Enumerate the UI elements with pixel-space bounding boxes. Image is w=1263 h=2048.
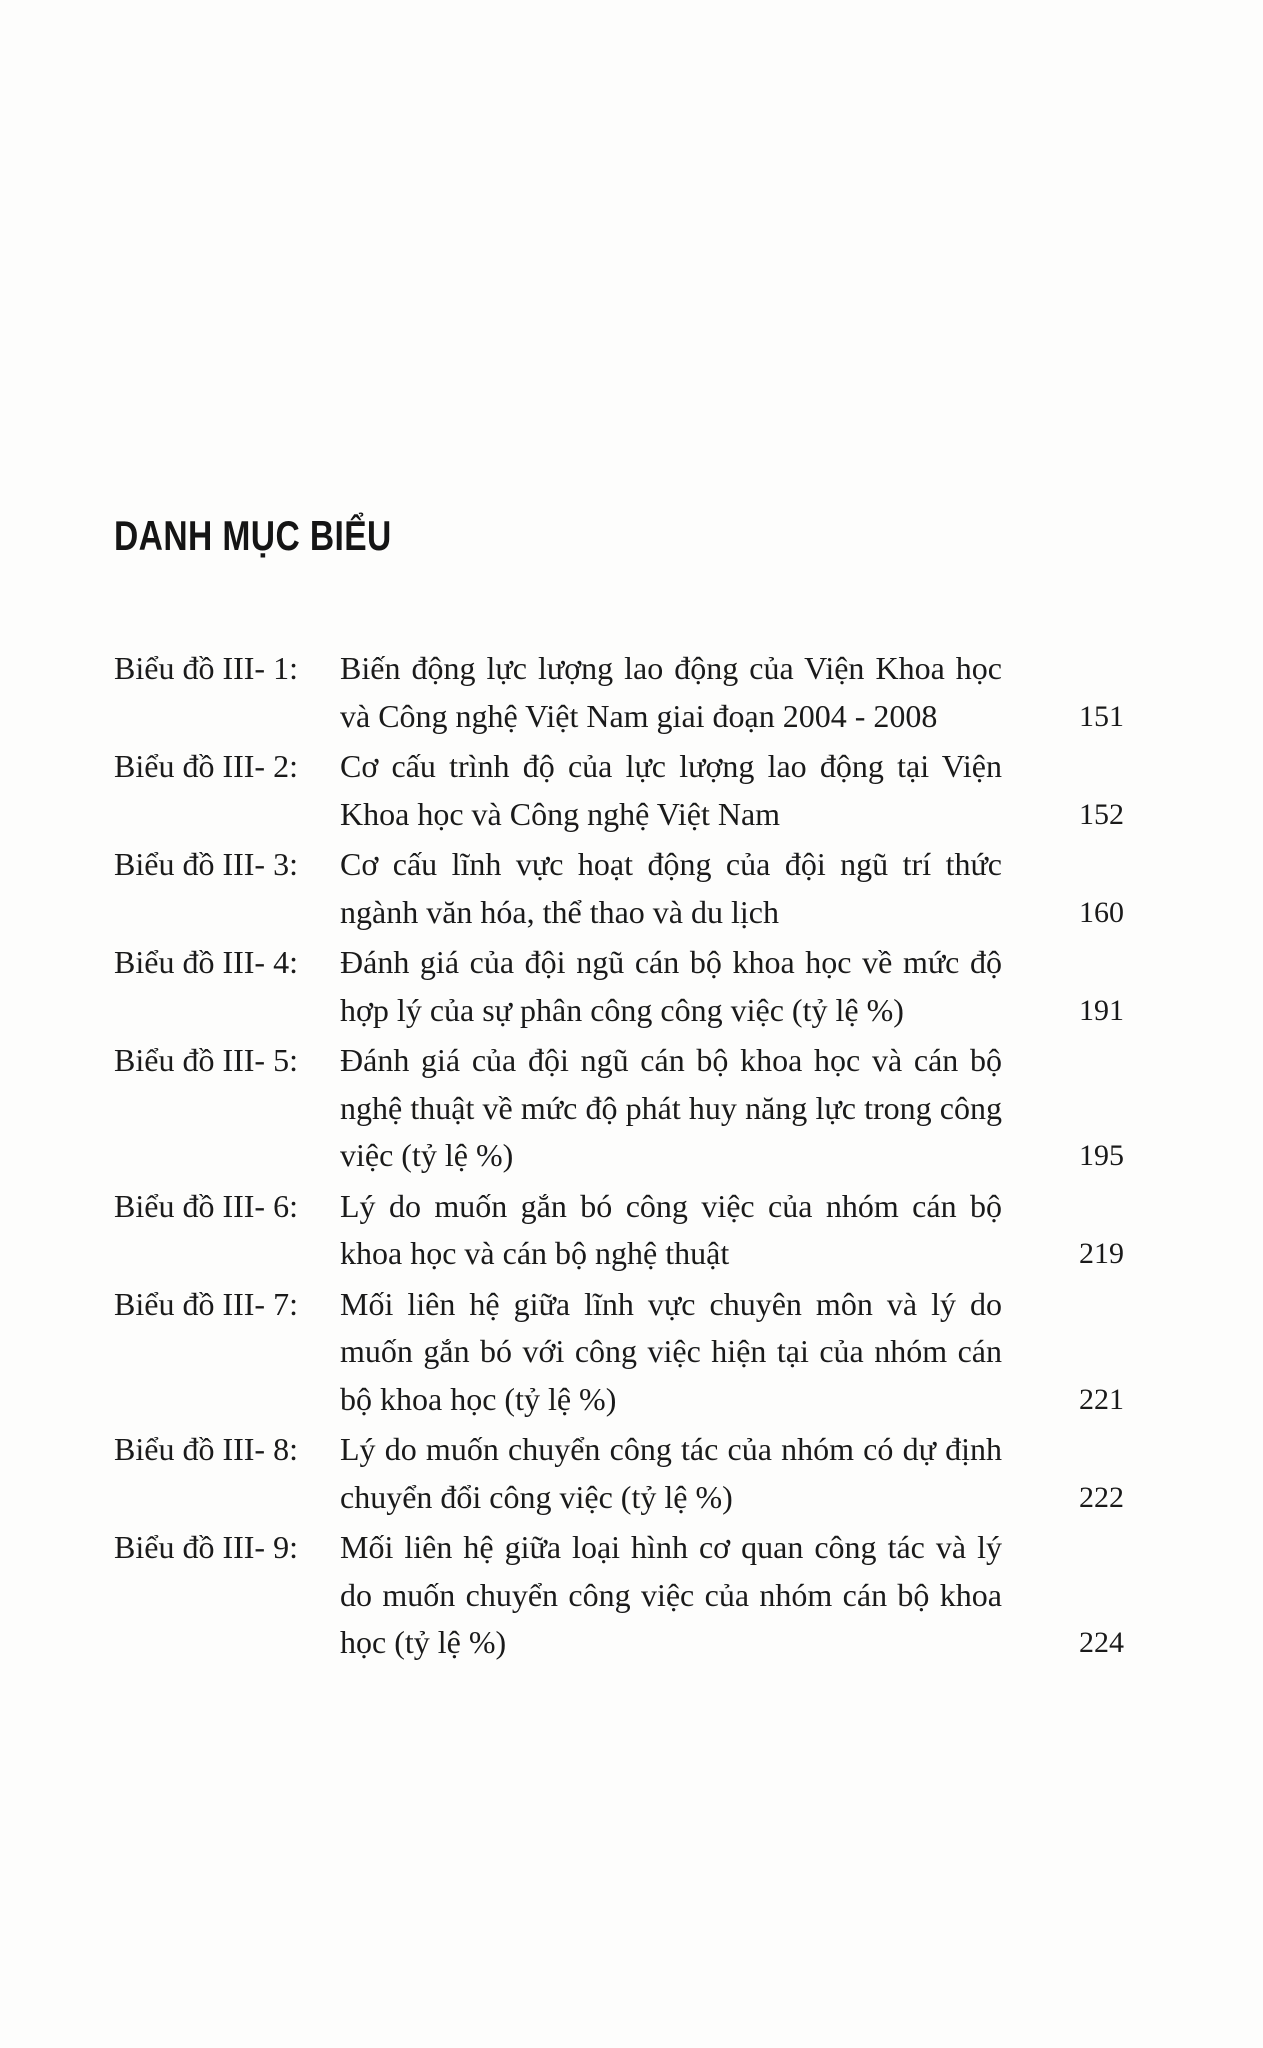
list-item <box>114 1183 1124 1278</box>
list-item <box>114 1037 1124 1180</box>
chart-list <box>114 645 1124 1670</box>
entry-page-number: 222 <box>1079 1480 1124 1514</box>
entry-label: Biểu đồ III- 1: <box>114 650 298 686</box>
entry-page-number: 195 <box>1079 1139 1124 1172</box>
entry-title: Lý do muốn gắn bó công việc của nhóm cán bộ khoa học và cán bộ nghệ thuật <box>340 1187 1002 1271</box>
entry-title: Cơ cấu trình độ của lực lượng lao động tại Viện Khoa học và Công nghệ Việt Nam <box>340 748 1002 832</box>
entry-label: Biểu đồ III- 8: <box>114 1431 298 1467</box>
list-item <box>114 1426 1124 1521</box>
entry-page-number: 151 <box>1079 699 1124 733</box>
list-item <box>114 645 1124 740</box>
list-item <box>114 743 1124 838</box>
entry-page-number: 219 <box>1079 1237 1124 1270</box>
list-item <box>114 841 1124 936</box>
entry-page-number: 224 <box>1079 1626 1124 1659</box>
entry-title: Lý do muốn chuyển công tác của nhóm có dự định chuyển đổi công việc (tỷ lệ %) <box>340 1431 1002 1515</box>
list-item <box>114 1281 1124 1424</box>
list-item <box>114 939 1124 1034</box>
entry-label: Biểu đồ III- 5: <box>114 1042 298 1078</box>
entry-label: Biểu đồ III- 6: <box>114 1187 298 1224</box>
entry-title: Biến động lực lượng lao động của Viện Khoa học và Công nghệ Việt Nam giai đoạn 2004 - 2008 <box>340 650 1002 734</box>
entry-label: Biểu đồ III- 9: <box>114 1529 298 1565</box>
entry-label: Biểu đồ III- 7: <box>114 1285 298 1322</box>
entry-title: Cơ cấu lĩnh vực hoạt động của đội ngũ trí thức ngành văn hóa, thể thao và du lịch <box>340 846 1002 930</box>
entry-page-number: 191 <box>1079 993 1124 1027</box>
entry-title: Mối liên hệ giữa loại hình cơ quan công tác và lý do muốn chuyển công việc của nhóm cán bộ khoa học (tỷ lệ %) <box>340 1529 1002 1660</box>
entry-label: Biểu đồ III- 2: <box>114 748 298 784</box>
list-item <box>114 1524 1124 1667</box>
entry-page-number: 152 <box>1079 797 1124 831</box>
page-title: DANH MỤC BIỂU <box>114 512 392 559</box>
entry-page-number: 221 <box>1079 1382 1124 1416</box>
entry-title: Đánh giá của đội ngũ cán bộ khoa học và cán bộ nghệ thuật về mức độ phát huy năng lực trong công việc (tỷ lệ %) <box>340 1042 1002 1173</box>
entry-page-number: 160 <box>1079 895 1124 929</box>
entry-title: Đánh giá của đội ngũ cán bộ khoa học về mức độ hợp lý của sự phân công công việc (tỷ lệ %) <box>340 944 1002 1028</box>
entry-label: Biểu đồ III- 3: <box>114 846 298 882</box>
entry-label: Biểu đồ III- 4: <box>114 944 298 980</box>
entry-title: Mối liên hệ giữa lĩnh vực chuyên môn và lý do muốn gắn bó với công việc hiện tại của nhóm cán bộ khoa học (tỷ lệ %) <box>340 1285 1002 1417</box>
